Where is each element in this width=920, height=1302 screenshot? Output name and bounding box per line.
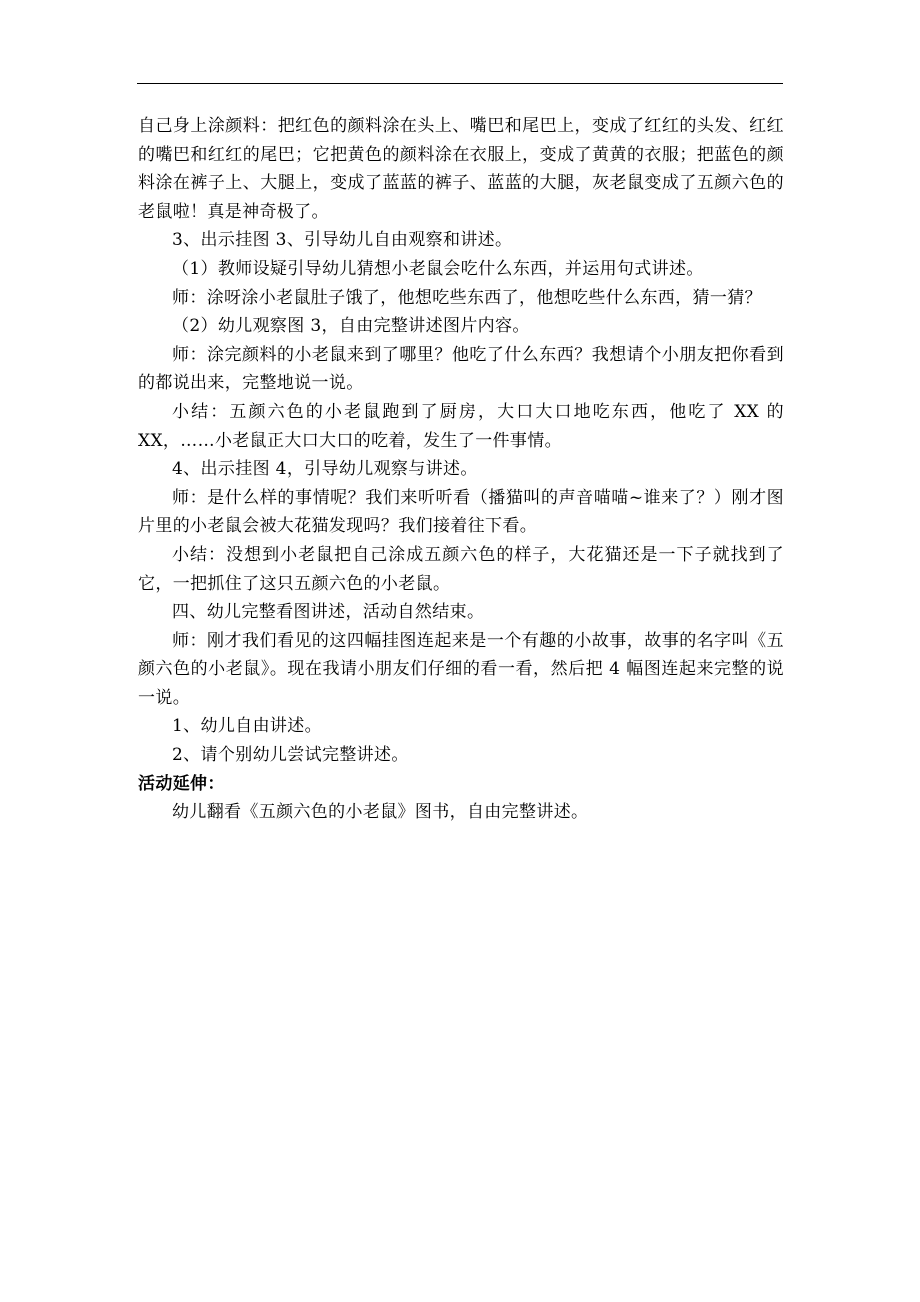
list-item: 1、幼儿自由讲述。 xyxy=(172,716,322,737)
summary-line: 小结：没想到小老鼠把自己涂成五颜六色的样子，大花猫还是一下子就找到了它，一把抓住了这只五颜六色的小老鼠。 xyxy=(138,544,784,594)
document-body xyxy=(138,112,784,827)
section-4-heading: 四、幼儿完整看图讲述，活动自然结束。 xyxy=(172,602,485,623)
step-4-heading: 4、出示挂图 4，引导幼儿观察与讲述。 xyxy=(172,459,478,480)
header-rule xyxy=(137,83,783,84)
teacher-line: 师：刚才我们看见的这四幅挂图连起来是一个有趣的小故事，故事的名字叫《五颜六色的小老鼠》。现在我请小朋友们仔细的看一看，然后把 4 幅图连起来完整的说一说。 xyxy=(138,630,784,708)
list-item: 2、请个别幼儿尝试完整讲述。 xyxy=(172,745,409,766)
step-3-sub-2: （2）幼儿观察图 3，自由完整讲述图片内容。 xyxy=(172,316,530,337)
step-3-heading: 3、出示挂图 3、引导幼儿自由观察和讲述。 xyxy=(172,230,513,251)
teacher-line: 师：涂完颜料的小老鼠来到了哪里？他吃了什么东西？我想请个小朋友把你看到的都说出来，完整地说一说。 xyxy=(138,344,784,394)
activity-extension-text: 幼儿翻看《五颜六色的小老鼠》图书，自由完整讲述。 xyxy=(172,802,589,823)
teacher-line: 师：涂呀涂小老鼠肚子饿了，他想吃些东西了，他想吃些什么东西，猜一猜？ xyxy=(172,287,762,308)
activity-extension-heading: 活动延伸： xyxy=(138,773,225,794)
teacher-line: 师：是什么样的事情呢？我们来听听看（播猫叫的声音喵喵~谁来了？）刚才图片里的小老鼠会被大花猫发现吗？我们接着往下看。 xyxy=(138,487,784,537)
summary-line: 小结：五颜六色的小老鼠跑到了厨房，大口大口地吃东西，他吃了 XX 的 XX，……小老鼠正大口大口的吃着，发生了一件事情。 xyxy=(138,401,784,451)
step-3-sub-1: （1）教师设疑引导幼儿猜想小老鼠会吃什么东西，并运用句式讲述。 xyxy=(172,258,704,279)
paragraph-continuation: 自己身上涂颜料：把红色的颜料涂在头上、嘴巴和尾巴上，变成了红红的头发、红红的嘴巴和红红的尾巴；它把黄色的颜料涂在衣服上，变成了黄黄的衣服；把蓝色的颜料涂在裤子上、大腿上，变成了蓝蓝的裤子、蓝蓝的大腿，灰老鼠变成了五颜六色的老鼠啦！真是神奇极了。 xyxy=(138,116,784,222)
